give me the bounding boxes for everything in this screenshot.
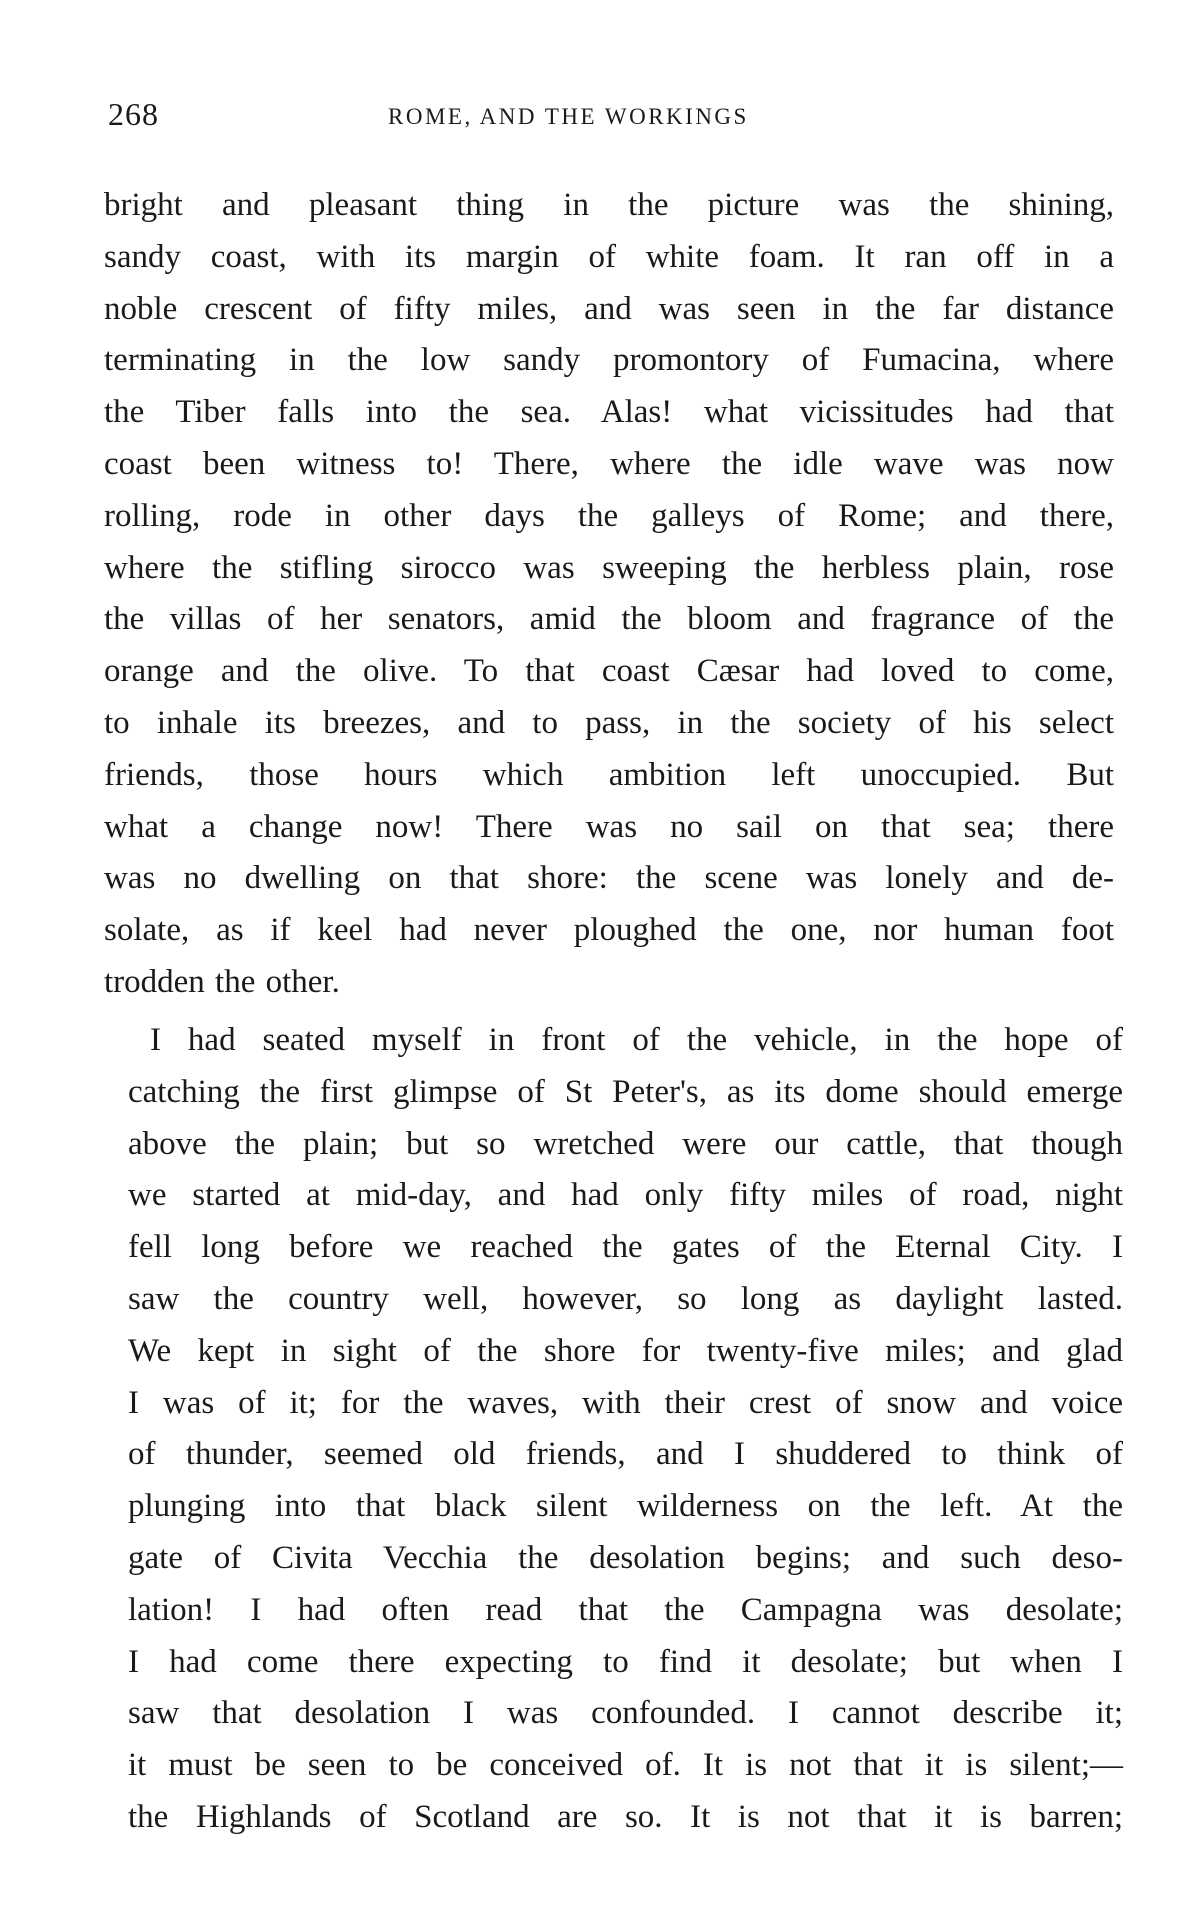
text-line: of thunder, seemed old friends, and I shuddered to think of <box>128 1436 1123 1473</box>
paragraph-1 <box>104 180 1114 1009</box>
text-line: sandy coast, with its margin of white foam. It ran off in a <box>104 238 1114 275</box>
running-title: ROME, AND THE WORKINGS <box>388 104 749 129</box>
text-line: rolling, rode in other days the galleys of Rome; and there, <box>104 497 1114 534</box>
text-line: We kept in sight of the shore for twenty-five miles; and glad <box>128 1332 1123 1369</box>
text-line: I had seated myself in front of the vehicle, in the hope of <box>150 1022 1123 1058</box>
text-line: what a change now! There was no sail on that sea; there <box>104 808 1114 845</box>
text-line: saw that desolation I was confounded. I cannot describe it; <box>128 1695 1123 1732</box>
text-line: lation! I had often read that the Campagna was desolate; <box>128 1591 1123 1628</box>
running-header <box>108 96 1098 136</box>
text-line: the Tiber falls into the sea. Alas! what vicissitudes had that <box>104 394 1114 431</box>
text-line: solate, as if keel had never ploughed the one, nor human foot <box>104 912 1114 949</box>
text-line: trodden the other. <box>104 963 340 1000</box>
text-line: terminating in the low sandy promontory of Fumacina, where <box>104 342 1114 379</box>
paragraph-2 <box>128 1015 1123 1844</box>
text-line: we started at mid-day, and had only fifty miles of road, night <box>128 1177 1123 1214</box>
text-line: was no dwelling on that shore: the scene was lonely and de- <box>104 860 1114 897</box>
text-line: it must be seen to be conceived of. It is not that it is silent;— <box>128 1747 1123 1784</box>
text-line: above the plain; but so wretched were our cattle, that though <box>128 1125 1123 1162</box>
text-line: bright and pleasant thing in the picture was the shining, <box>104 187 1114 223</box>
text-line: plunging into that black silent wilderness on the left. At the <box>128 1488 1123 1525</box>
text-line: the Highlands of Scotland are so. It is not that it is barren; <box>128 1798 1123 1835</box>
text-line: coast been witness to! There, where the idle wave was now <box>104 445 1114 482</box>
text-line: saw the country well, however, so long as daylight lasted. <box>128 1280 1123 1317</box>
text-line: gate of Civita Vecchia the desolation begins; and such deso- <box>128 1539 1123 1576</box>
page-number: 268 <box>108 96 159 132</box>
text-line: noble crescent of fifty miles, and was seen in the far distance <box>104 290 1114 327</box>
text-line: where the stifling sirocco was sweeping the herbless plain, rose <box>104 549 1114 586</box>
text-line: to inhale its breezes, and to pass, in the society of his select <box>104 704 1114 741</box>
text-line: fell long before we reached the gates of the Eternal City. I <box>128 1229 1123 1266</box>
text-line: friends, those hours which ambition left unoccupied. But <box>104 756 1114 793</box>
text-line: the villas of her senators, amid the bloom and fragrance of the <box>104 601 1114 638</box>
text-line: catching the first glimpse of St Peter's, as its dome should emerge <box>128 1073 1123 1110</box>
text-line: orange and the olive. To that coast Cæsar had loved to come, <box>104 653 1114 690</box>
text-line: I was of it; for the waves, with their crest of snow and voice <box>128 1384 1123 1421</box>
text-line: I had come there expecting to find it desolate; but when I <box>128 1643 1123 1680</box>
